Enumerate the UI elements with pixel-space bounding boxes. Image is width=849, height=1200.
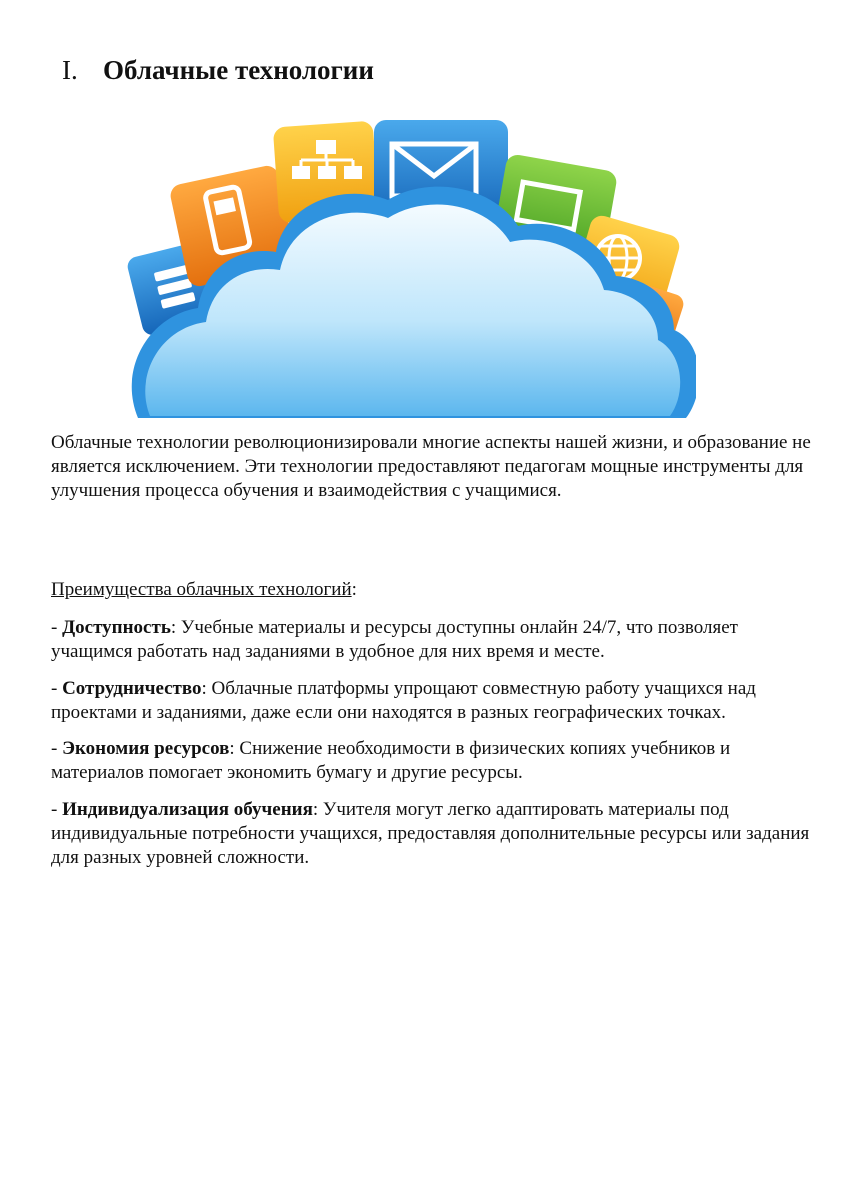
list-item-dash: - (51, 799, 63, 820)
list-item-term: Доступность (62, 617, 171, 638)
list-item-term: Сотрудничество (62, 678, 202, 699)
list-item-dash: - (51, 678, 63, 699)
list-item-text: : Облачные платформы упрощают совместную работу учащихся над проектами и заданиями, даже если они находятся в разных географических точках. (51, 678, 756, 723)
list-item-dash: - (51, 738, 63, 759)
cloud-illustration (126, 118, 696, 420)
section-heading (62, 54, 374, 86)
list-item-dash: - (51, 617, 63, 638)
list-item (51, 737, 811, 785)
list-item (51, 616, 811, 664)
advantages-title-colon: : (351, 579, 357, 600)
list-item-text: : Учебные материалы и ресурсы доступны онлайн 24/7, что позволяет учащимся работать над заданиями в удобное для них время и месте. (51, 617, 738, 662)
list-item (51, 798, 811, 870)
list-item (51, 677, 811, 725)
advantages-title (51, 578, 811, 602)
list-item-term: Индивидуализация обучения (62, 799, 313, 820)
list-item-text: : Снижение необходимости в физических копиях учебников и материалов помогает экономить бумагу и другие ресурсы. (51, 738, 731, 783)
list-item-text: : Учителя могут легко адаптировать материалы под индивидуальные потребности учащихся, предоставляя дополнительные ресурсы или задания для разных уровней сложности. (51, 799, 810, 868)
intro-paragraph: Облачные технологии революционизировали многие аспекты нашей жизни, и образование не является исключением. Эти технологии предоставляют педагогам мощные инструменты для улучшения процесса обучения и взаимодействия с учащимися. (51, 432, 811, 501)
list-item-term: Экономия ресурсов (62, 738, 230, 759)
advantages-title-text: Преимущества облачных технологий (51, 579, 352, 600)
heading-number: I. (62, 55, 78, 85)
heading-title: Облачные технологии (103, 55, 374, 85)
